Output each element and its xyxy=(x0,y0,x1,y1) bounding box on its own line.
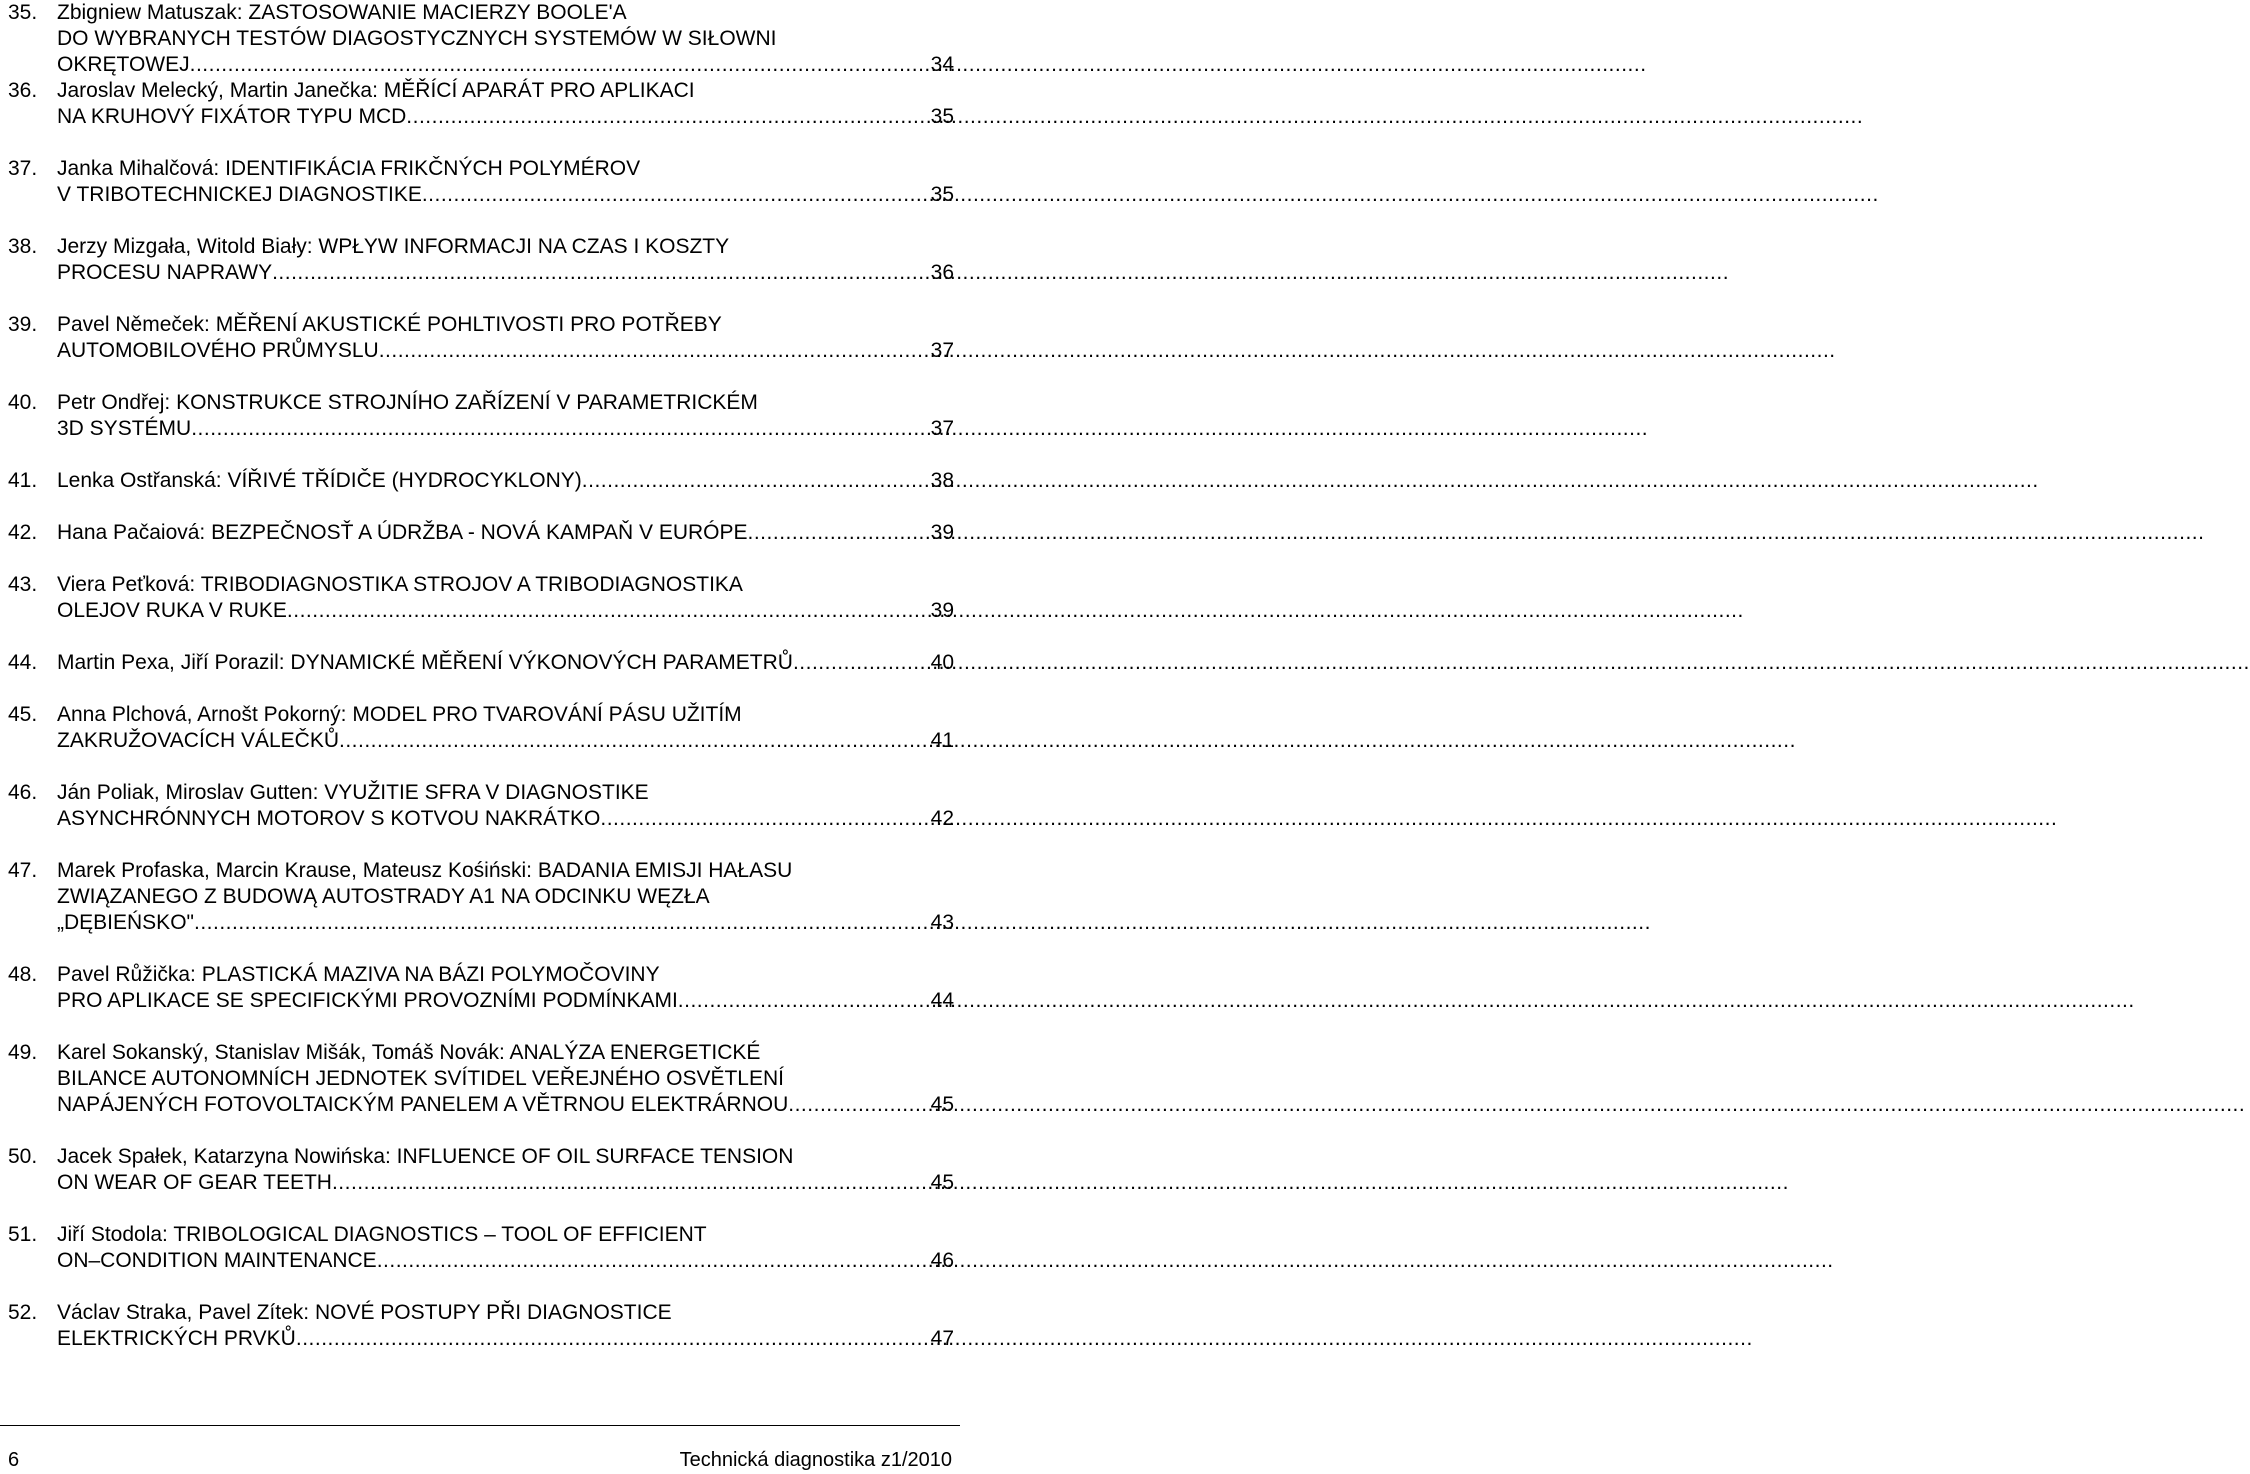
toc-entry xyxy=(8,1222,954,1274)
toc-entry-page: 35 xyxy=(930,183,954,206)
toc-entry-line xyxy=(57,78,954,104)
toc-entry-line xyxy=(57,572,954,598)
toc-entry-title: PROCESU NAPRAWY xyxy=(57,261,273,284)
toc-entry-line xyxy=(57,1248,954,1274)
toc-entry-title: DYNAMICKÉ MĚŘENÍ VÝKONOVÝCH PARAMETRŮ xyxy=(290,651,793,674)
toc-entry-title: VÍŘIVÉ TŘÍDIČE (HYDROCYKLONY) xyxy=(227,469,582,492)
toc-entry-authors: Pavel Němeček: xyxy=(57,313,210,336)
toc-entry-title: TRIBOLOGICAL DIAGNOSTICS – TOOL OF EFFICIENT xyxy=(173,1223,707,1246)
toc-entry-title: PRO APLIKACE SE SPECIFICKÝMI PROVOZNÍMI PODMÍNKAMI xyxy=(57,989,678,1012)
toc-entry-line xyxy=(57,806,954,832)
toc-entry-authors: Václav Straka, Pavel Zítek: xyxy=(57,1301,310,1324)
toc-entry-number: 35. xyxy=(8,1,38,24)
toc-entry-page: 45 xyxy=(930,1093,954,1116)
toc-entry-line xyxy=(57,1144,954,1170)
toc-entry-authors: Ján Poliak, Miroslav Gutten: xyxy=(57,781,319,804)
toc-entry-authors: Petr Ondřej: xyxy=(57,391,171,414)
toc-entry-line xyxy=(57,884,954,910)
toc-entry xyxy=(8,390,954,442)
toc-entry-page: 39 xyxy=(930,521,954,544)
toc-entry-page: 44 xyxy=(930,989,954,1012)
toc-entry-title: MĚŘÍCÍ APARÁT PRO APLIKACI xyxy=(383,79,695,102)
toc-dot-leader xyxy=(377,1248,929,1274)
toc-entry-title: VYUŽITIE SFRA V DIAGNOSTIKE xyxy=(324,781,649,804)
toc-entry-title: NA KRUHOVÝ FIXÁTOR TYPU MCD xyxy=(57,105,407,128)
toc-entry-line xyxy=(57,1066,954,1092)
toc-entry-line xyxy=(57,390,954,416)
toc-entry-line xyxy=(57,182,954,208)
toc-entry-line xyxy=(57,312,954,338)
toc-entry-title: MĚŘENÍ AKUSTICKÉ POHLTIVOSTI PRO POTŘEBY xyxy=(215,313,722,336)
toc-entry-line xyxy=(57,468,954,494)
toc-entry-authors: Zbigniew Matuszak: xyxy=(57,1,243,24)
toc-entry-title: BEZPEČNOSŤ A ÚDRŽBA - NOVÁ KAMPAŇ V EURÓPE xyxy=(211,521,748,544)
toc-entry-line xyxy=(57,1222,954,1248)
toc-dot-leader xyxy=(678,988,929,1014)
toc-entry-line xyxy=(57,104,954,130)
toc-entry-page: 37 xyxy=(930,339,954,362)
toc-entry xyxy=(8,1040,954,1118)
toc-entry-title: ELEKTRICKÝCH PRVKŮ xyxy=(57,1327,296,1350)
footer-journal-title: Technická diagnostika z1/2010 xyxy=(679,1449,952,1471)
toc-entry-line xyxy=(57,52,954,78)
toc-entry-title: NOVÉ POSTUPY PŘI DIAGNOSTICE xyxy=(314,1301,672,1324)
toc-entry xyxy=(8,858,954,936)
toc-dot-leader xyxy=(600,806,928,832)
toc-entry-authors: Marek Profaska, Marcin Krause, Mateusz Kośiński: xyxy=(57,859,533,882)
toc-entry-number: 41. xyxy=(8,469,38,492)
toc-entry xyxy=(8,156,954,208)
toc-entry-title: V TRIBOTECHNICKEJ DIAGNOSTIKE xyxy=(57,183,422,206)
toc-entry-number: 50. xyxy=(8,1145,38,1168)
toc-entry-line xyxy=(57,234,954,260)
toc-entry-number: 51. xyxy=(8,1223,38,1246)
toc-entry-authors: Jiří Stodola: xyxy=(57,1223,168,1246)
toc-dot-leader xyxy=(406,104,928,130)
toc-dot-leader xyxy=(793,650,929,676)
toc-dot-leader xyxy=(194,910,929,936)
toc-entry-page: 46 xyxy=(930,1249,954,1272)
toc-entry-number: 48. xyxy=(8,963,38,986)
toc-entry-page: 45 xyxy=(930,1171,954,1194)
toc-dot-leader xyxy=(339,728,929,754)
toc-entry-line xyxy=(57,1170,954,1196)
toc-dot-leader xyxy=(272,260,929,286)
toc-entry-title: ON WEAR OF GEAR TEETH xyxy=(57,1171,332,1194)
toc-entry-line xyxy=(57,416,954,442)
toc-dot-leader xyxy=(379,338,929,364)
toc-entry-line xyxy=(57,1326,954,1352)
toc-entry-number: 38. xyxy=(8,235,38,258)
toc-entry-title: AUTOMOBILOVÉHO PRŮMYSLU xyxy=(57,339,379,362)
toc-dot-leader xyxy=(582,468,929,494)
toc-entry xyxy=(8,780,954,832)
toc-entry-authors: Hana Pačaiová: xyxy=(57,521,206,544)
toc-dot-leader xyxy=(190,52,929,78)
toc-entry xyxy=(8,572,954,624)
toc-entry-authors: Martin Pexa, Jiří Porazil: xyxy=(57,651,285,674)
toc-entry xyxy=(8,962,954,1014)
toc-entry-number: 40. xyxy=(8,391,38,414)
toc-dot-leader xyxy=(332,1170,929,1196)
toc-entry-authors: Anna Plchová, Arnošt Pokorný: xyxy=(57,703,347,726)
toc-entry-page: 43 xyxy=(930,911,954,934)
toc-entry-authors: Pavel Růžička: xyxy=(57,963,196,986)
toc-entry-page: 38 xyxy=(930,469,954,492)
toc-dot-leader xyxy=(191,416,928,442)
toc-entry-title: OLEJOV RUKA V RUKE xyxy=(57,599,287,622)
toc-entry-line xyxy=(57,988,954,1014)
toc-entry-number: 52. xyxy=(8,1301,38,1324)
toc-entry-title: ANALÝZA ENERGETICKÉ xyxy=(509,1041,761,1064)
toc-entry-page: 42 xyxy=(930,807,954,830)
toc-entry-number: 49. xyxy=(8,1041,38,1064)
toc-entry-line xyxy=(57,780,954,806)
toc-entry-page: 47 xyxy=(930,1327,954,1350)
toc-entry-title: BADANIA EMISJI HAŁASU xyxy=(537,859,793,882)
toc-entry-page: 40 xyxy=(930,651,954,674)
toc-dot-leader xyxy=(422,182,929,208)
toc-entry xyxy=(8,468,954,494)
toc-entry-title: ZASTOSOWANIE MACIERZY BOOLE'A xyxy=(248,1,627,24)
toc-entry-number: 47. xyxy=(8,859,38,882)
toc-entry-line xyxy=(57,1040,954,1066)
toc-entry-title: TRIBODIAGNOSTIKA STROJOV A TRIBODIAGNOSTIKA xyxy=(200,573,743,596)
toc-entry-authors: Janka Mihalčová: xyxy=(57,157,220,180)
toc-entry-authors: Viera Peťková: xyxy=(57,573,196,596)
toc-entry-line xyxy=(57,520,954,546)
toc-entry-line xyxy=(57,702,954,728)
toc-entry-number: 36. xyxy=(8,79,38,102)
toc-entry-line xyxy=(57,26,954,52)
toc-entry-page: 35 xyxy=(930,105,954,128)
toc-dot-leader xyxy=(788,1092,928,1118)
toc-entry-number: 46. xyxy=(8,781,38,804)
toc-entry-number: 39. xyxy=(8,313,38,336)
toc-entry-title: NAPÁJENÝCH FOTOVOLTAICKÝM PANELEM A VĚTRNOU ELEKTRÁRNOU xyxy=(57,1093,789,1116)
toc-entry xyxy=(8,312,954,364)
toc-entry xyxy=(8,78,954,130)
toc-entry-title: ZAKRUŽOVACÍCH VÁLEČKŮ xyxy=(57,729,339,752)
toc-entry-title: MODEL PRO TVAROVÁNÍ PÁSU UŽITÍM xyxy=(352,703,742,726)
toc-entry xyxy=(8,234,954,286)
toc-entry xyxy=(8,520,954,546)
toc-entry-title: KONSTRUKCE STROJNÍHO ZAŘÍZENÍ V PARAMETRICKÉM xyxy=(176,391,758,414)
toc-entry-line xyxy=(57,338,954,364)
toc-entry-authors: Karel Sokanský, Stanislav Mišák, Tomáš Novák: xyxy=(57,1041,505,1064)
toc-entry-title: DO WYBRANYCH TESTÓW DIAGOSTYCZNYCH SYSTEMÓW W SIŁOWNI xyxy=(57,27,777,50)
toc-entry-number: 44. xyxy=(8,651,38,674)
toc-entry-number: 43. xyxy=(8,573,38,596)
toc-entry-line xyxy=(57,910,954,936)
toc-entry xyxy=(8,1144,954,1196)
toc-entry-title: 3D SYSTÉMU xyxy=(57,417,192,440)
toc-entry-title: ON–CONDITION MAINTENANCE xyxy=(57,1249,377,1272)
toc-entry xyxy=(8,0,954,78)
toc-dot-leader xyxy=(287,598,929,624)
toc-entry-number: 42. xyxy=(8,521,38,544)
toc-entry-line xyxy=(57,858,954,884)
toc-entry-line xyxy=(57,156,954,182)
footer-divider xyxy=(0,1425,960,1426)
toc-entry-line xyxy=(57,1300,954,1326)
toc-entry-number: 37. xyxy=(8,157,38,180)
toc-entry-title: BILANCE AUTONOMNÍCH JEDNOTEK SVÍTIDEL VEŘEJNÉHO OSVĚTLENÍ xyxy=(57,1067,784,1090)
toc-entry-page: 37 xyxy=(930,417,954,440)
toc-entry-authors: Jerzy Mizgała, Witold Biały: xyxy=(57,235,313,258)
toc-entry-page: 39 xyxy=(930,599,954,622)
toc-entry-page: 36 xyxy=(930,261,954,284)
toc-entry-title: IDENTIFIKÁCIA FRIKČNÝCH POLYMÉROV xyxy=(225,157,641,180)
toc-entry-line xyxy=(57,728,954,754)
toc-entry-page: 34 xyxy=(930,53,954,76)
toc-entry-title: OKRĘTOWEJ xyxy=(57,53,190,76)
toc-entry-title: ASYNCHRÓNNYCH MOTOROV S KOTVOU NAKRÁTKO xyxy=(57,807,601,830)
toc-entry-line xyxy=(57,0,954,26)
toc-entry-line xyxy=(57,962,954,988)
toc-entry-title: ZWIĄZANEGO Z BUDOWĄ AUTOSTRADY A1 NA ODCINKU WĘZŁA xyxy=(57,885,710,908)
toc-entry-page: 41 xyxy=(930,729,954,752)
toc-entry-line xyxy=(57,650,954,676)
toc-entry-number: 45. xyxy=(8,703,38,726)
toc-dot-leader xyxy=(296,1326,929,1352)
footer-page-number: 6 xyxy=(8,1449,20,1471)
toc-entry-title: INFLUENCE OF OIL SURFACE TENSION xyxy=(396,1145,794,1168)
toc-entry-authors: Lenka Ostřanská: xyxy=(57,469,222,492)
toc-entry-line xyxy=(57,260,954,286)
toc-entry-authors: Jacek Spałek, Katarzyna Nowińska: xyxy=(57,1145,391,1168)
toc-entry-line xyxy=(57,598,954,624)
toc-entry-line xyxy=(57,1092,954,1118)
toc-entry-authors: Jaroslav Melecký, Martin Janečka: xyxy=(57,79,378,102)
toc-entry-title: „DĘBIEŃSKO" xyxy=(57,911,194,934)
toc-entry xyxy=(8,650,954,676)
toc-entry xyxy=(8,702,954,754)
toc-dot-leader xyxy=(748,520,929,546)
toc-entry xyxy=(8,1300,954,1352)
toc-entry-title: WPŁYW INFORMACJI NA CZAS I KOSZTY xyxy=(318,235,730,258)
toc-entry-title: PLASTICKÁ MAZIVA NA BÁZI POLYMOČOVINY xyxy=(201,963,660,986)
